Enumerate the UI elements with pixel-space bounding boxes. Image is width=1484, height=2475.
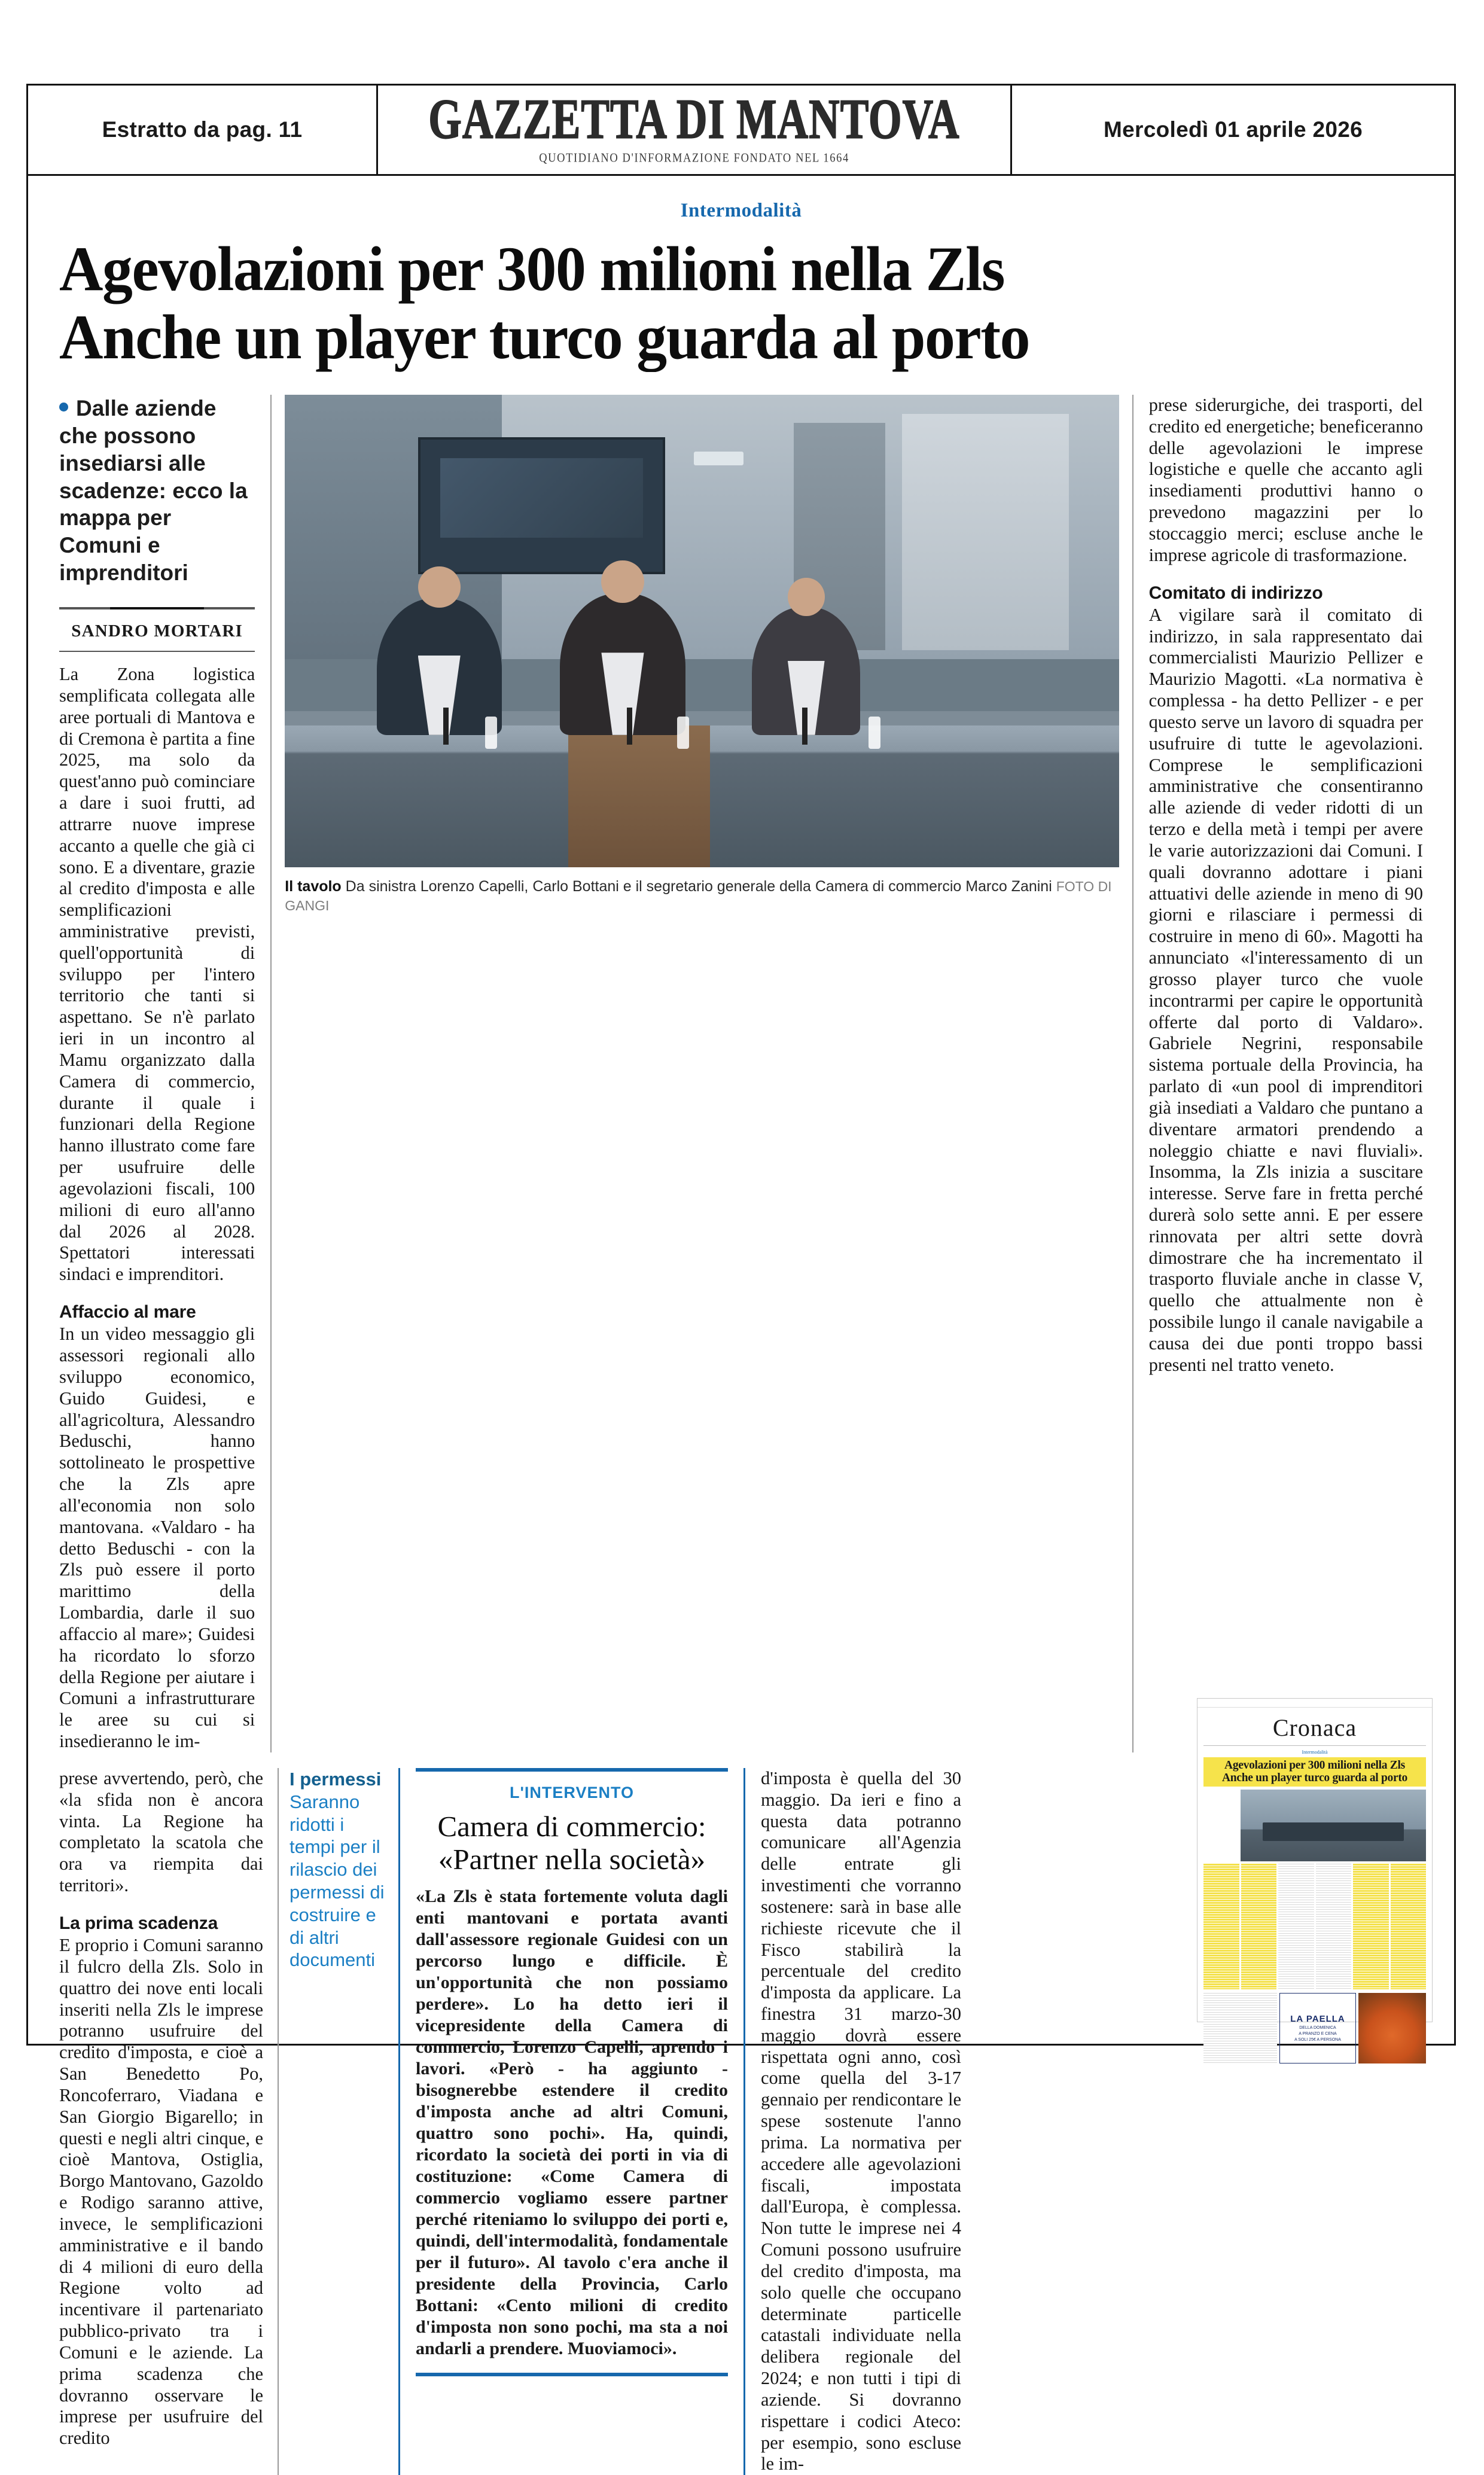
thumbnail-column — [1391, 1864, 1427, 1989]
intervento-rule-bottom — [416, 2373, 728, 2376]
intervento-title — [416, 1810, 728, 1876]
upper-band — [59, 395, 1423, 1752]
thumbnail-bottom-row — [1203, 1993, 1426, 2063]
masthead — [28, 86, 1454, 176]
advert-title: LA PAELLA — [1290, 2014, 1345, 2025]
advert-line-1: DELLA DOMENICA — [1299, 2026, 1336, 2031]
intervento-rule-top — [416, 1768, 728, 1772]
thumbnail-headline — [1203, 1757, 1426, 1787]
col2-paragraph-2: E proprio i Comuni saranno il fulcro della Zls. Solo in quattro dei nove enti locali inseriti nella Zls le imprese potranno usufruire del credito d'imposta, e cioè a San Benedetto Po, Roncoferraro, Viadana e San Giorgio Bigarello; in questi e negli altri cinque, e cioè Mantova, Ostiglia, Borgo Mantovano, Gazoldo e Rodigo saranno attive, invece, le semplificazioni amministrative e il bando di 4 milioni di euro della Regione volto ad incentivare il partenariato pubblico-privato tra i Comuni e le aziende. La prima scadenza che dovranno osservare le imprese per usufruire del credito — [59, 1935, 263, 2449]
photo-bottle-1 — [485, 717, 497, 749]
byline: SANDRO MORTARI — [71, 621, 243, 641]
column-2-body — [59, 1768, 263, 2449]
photo-person-left-head — [418, 566, 461, 608]
thumbnail-bottom-article — [1203, 1993, 1277, 2063]
thumbnail-advert — [1279, 1993, 1356, 2063]
col5-subhead-1: Comitato di indirizzo — [1148, 583, 1323, 603]
col4-paragraph-1: d'imposta è quella del 30 maggio. Da ieri e fino a questa data potranno comunicare all'Agenzia delle entrate gli investimenti che vorranno sostenere: sarà in base alle richieste ricevute che il Fisco stabilirà la percentuale del credito d'imposta da applicare. La finestra 31 marzo-30 maggio dovrà essere rispettata ogni anno, così come quella del 3-17 gennaio per rendicontare le spese sostenute l'anno prima. La normativa per accedere alle agevolazioni fiscali, impostata dall'Europa, è complessa. Non tutte le imprese nei 4 Comuni possono usufruire del credito d'imposta, ma solo quelle che occupano determinate particelle catastali individuate nella delibera regionale del 2024; e non tutti i tipi di aziende. Si dovranno rispettare i codici Ateco: per esempio, sono escluse le im- — [761, 1767, 961, 2474]
thumbnail-column — [1316, 1864, 1352, 1989]
column-1-body — [59, 664, 255, 1752]
intervento-box — [398, 1768, 745, 2475]
caption-credit: FOTO DI GANGI — [285, 878, 1112, 914]
advert-line-3: A SOLI 25€ A PERSONA — [1294, 2038, 1341, 2043]
caption-text: Da sinistra Lorenzo Capelli, Carlo Bottani e il segretario generale della Camera di commercio Marco Zanini — [345, 877, 1052, 895]
photo-person-center-head — [601, 560, 644, 603]
publication-date: Mercoledì 01 aprile 2026 — [1104, 117, 1363, 142]
article-photo — [285, 395, 1119, 867]
photo-microphone-2 — [627, 708, 632, 745]
column-2 — [59, 1768, 278, 2475]
col1-paragraph-2: In un video messaggio gli assessori regionali allo sviluppo economico, Guido Guidesi, e all'agricoltura, Alessandro Beduschi, hanno sottolineato le prospettive che la Zls apre all'economia non solo mantovana. «Valdaro - ha detto Beduschi - con la Zls può essere il porto marittimo della Lombardia, darle il suo affaccio al mare»; Guidesi ha ricordato lo sforzo della Regione per aiutare i Comuni a infrastrutturare le aree su cui si insedieranno le im- — [59, 1324, 255, 1752]
page-thumbnail — [1197, 1698, 1433, 2043]
col2-paragraph-1: prese avvertendo, però, che «la sfida non è ancora vinta. La Regione ha completato la scatola che ora va riempita dai territori». — [59, 1767, 263, 1896]
thumbnail-advert-photo — [1358, 1993, 1426, 2063]
intervento-title-line-1: Camera di commercio: — [437, 1809, 706, 1843]
col1-subhead-1: Affaccio al mare — [59, 1302, 196, 1322]
thumbnail-photo — [1241, 1790, 1426, 1861]
photo-microphone-1 — [443, 708, 449, 745]
photo-column — [272, 395, 1132, 1752]
photo-person-left-shirt — [418, 656, 461, 735]
column-1 — [59, 395, 272, 1752]
advert-line-2: A PRANZO E CENA — [1299, 2032, 1337, 2037]
thumbnail-headline-line-1: Agevolazioni per 300 milioni nella Zls — [1224, 1759, 1405, 1772]
newspaper-page — [26, 84, 1456, 2474]
column-6 — [1132, 395, 1423, 1752]
intervento-kicker: L'INTERVENTO — [510, 1783, 634, 1802]
thumbnail-column — [1278, 1864, 1314, 1989]
thumbnail-header-strip — [1197, 1699, 1432, 1708]
permessi-sidebar — [279, 1768, 398, 2475]
newspaper-name: GAZZETTA DI MANTOVA — [428, 89, 960, 151]
bullet-icon — [59, 403, 68, 412]
summary-text: Dalle aziende che possono insediarsi alle scadenze: ecco la mappa per Comuni e imprenditori — [59, 395, 248, 586]
photo-person-center-shirt — [601, 653, 644, 734]
article-headline — [59, 235, 1369, 372]
article-kicker: Intermodalità — [680, 200, 802, 221]
thumbnail-columns — [1203, 1864, 1426, 1989]
permessi-text: Saranno ridotti i tempi per il rilascio dei permessi di costruire e di altri documenti — [290, 1791, 385, 1971]
photo-person-left — [377, 598, 502, 735]
col5-paragraph-1: prese siderurgiche, dei trasporti, del credito ed energetiche; beneficeranno delle agevolazioni le imprese logistiche e quelle che accanto agli insediamenti produttivi hanno o prevedono magazzini per lo stoccaggio merci; escluse anche le imprese agricole di trasformazione. — [1148, 394, 1423, 565]
byline-rule-bottom — [59, 651, 255, 652]
article — [28, 176, 1454, 2475]
column-6-body — [1149, 395, 1423, 1376]
column-4 — [745, 1768, 976, 2475]
column-4-body — [761, 1768, 961, 2475]
thumbnail-rule — [1203, 1745, 1426, 1746]
headline-line-1: Agevolazioni per 300 milioni nella Zls — [59, 234, 1005, 304]
photo-projection-screen — [418, 437, 665, 574]
photo-person-right-head — [788, 578, 825, 616]
thumbnail-headline-line-2: Anche un player turco guarda al porto — [1222, 1772, 1407, 1785]
photo-caption — [285, 867, 1119, 916]
newspaper-logo — [378, 86, 1012, 174]
thumbnail-section-title: Cronaca — [1272, 1714, 1357, 1741]
photo-ceiling-light — [694, 452, 744, 466]
permessi-title: I permessi — [290, 1768, 382, 1790]
photo-desk-wood-panel — [568, 726, 710, 867]
thumbnail-kicker: Intermodalità — [1302, 1749, 1328, 1755]
article-summary — [59, 395, 255, 587]
col2-subhead-1: La prima scadenza — [59, 1913, 218, 1933]
thumbnail-column — [1203, 1864, 1239, 1989]
extract-page-label: Estratto da pag. 11 — [28, 86, 378, 174]
intervento-body: «La Zls è stata fortemente voluta dagli enti mantovani e portata avanti dall'assessore regionale Guidesi con un percorso lungo e difficile. È un'opportunità che non possiamo perdere». Lo ha detto ieri il vicepresidente della Camera di commercio, Lorenzo Capelli, aprendo i lavori. «Però - ha aggiunto - bisognerebbe estendere il credito d'imposta anche ad altri Comuni, quattro sono pochi». Ha, quindi, ricordato la società dei porti in via di costituzione: «Come Camera di commercio vogliamo essere partner perché riteniamo lo sviluppo dei porti e, quindi, dell'intermodalità, fondamentale per il futuro». Al tavolo c'era anche il presidente della Provincia, Carlo Bottani: «Cento milioni di credito d'imposta non sono pochi, ma sta a noi andarli a prendere. Muoviamoci». — [416, 1886, 728, 2358]
col1-paragraph-1: La Zona logistica semplificata collegata alle aree portuali di Mantova e di Cremona è partita a fine 2025, ma solo da quest'anno può cominciare a dare i suoi frutti, ad attrarre nuove imprese accanto a quelle che già ci sono. E a diventare, grazie al credito d'imposta e alle semplificazioni amministrative previsti, quell'opportunità di sviluppo per l'intero territorio che tanti si aspettano. Se n'è parlato ieri in un incontro al Mamu organizzato dalla Camera di commercio, durante il quale i funzionari della Regione hanno illustrato come fare per usufruire delle agevolazioni fiscali, 100 milioni di euro all'anno dal 2026 al 2028. Spettatori interessati sindaci e imprenditori. — [59, 664, 255, 1285]
newspaper-tagline: QUOTIDIANO D'INFORMAZIONE FONDATO NEL 1664 — [539, 151, 849, 166]
caption-lead: Il tavolo — [285, 877, 342, 895]
photo-bottle-2 — [677, 717, 689, 749]
col5-paragraph-2: A vigilare sarà il comitato di indirizzo, in sala rappresentato dai commercialisti Maurizio Pellizer e Maurizio Magotti. «La normativa è complessa - ha detto Pellizer - e per questo serve un lavoro di squadra per usufruire di tutte le agevolazioni. Comprese le semplificazioni amministrative che consentiranno alle aziende di veder ridotti di un terzo e della metà i tempi per avere le varie autorizzazioni dai Comuni. I quali dovranno adottare i piani attuativi delle aziende in meno di 90 giorni e rilasciare i permessi di costruire in meno di 60». Magotti ha annunciato «l'interessamento di un grosso player turco che vuole incontrarmi per capire le opportunità offerte dal porto di Valdaro». Gabriele Negrini, responsabile sistema portuale della Provincia, ha parlato di «un pool di imprenditori già insediati a Valdaro che puntano a diventare armatori prendendo a noleggio chiatte e navi fluviali». Insomma, la Zls inizia a suscitare interesse. Serve fare in fretta perché durerà solo sette anni. E per essere rinnovata per altri sette dovrà dimostrare che ha incrementato il trasporto fluviale anche in classe V, quello che attualmente non è possibile lungo il canale navigabile a causa dei due ponti troppo bassi presenti nel tratto veneto. — [1148, 604, 1423, 1375]
photo-bottle-3 — [869, 717, 880, 749]
photo-person-center — [560, 593, 685, 735]
headline-line-2: Anche un player turco guarda al porto — [59, 302, 1030, 373]
intervento-title-line-2: «Partner nella società» — [438, 1842, 706, 1876]
thumbnail-column — [1353, 1864, 1389, 1989]
thumbnail-column — [1241, 1864, 1277, 1989]
photo-wall-panel — [902, 414, 1069, 650]
photo-microphone-3 — [802, 708, 807, 745]
